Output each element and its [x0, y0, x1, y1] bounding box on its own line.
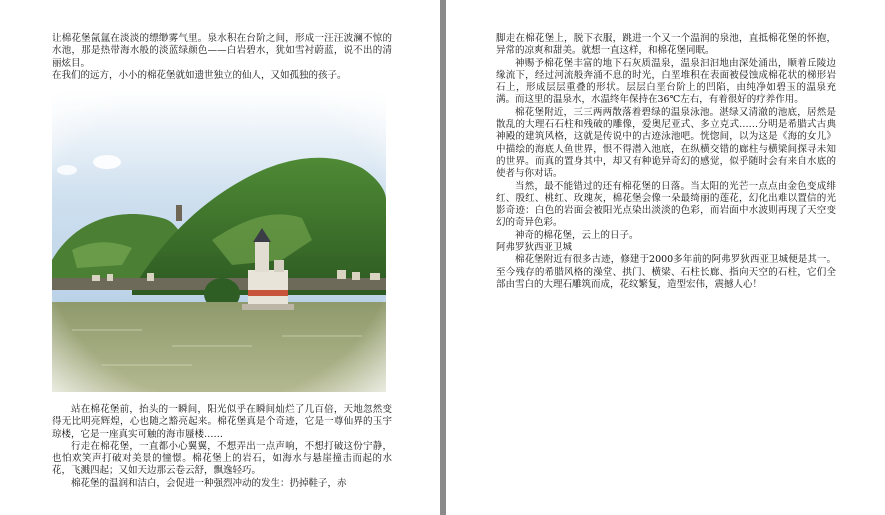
left-page-bottom-text	[52, 404, 392, 490]
right-page	[446, 0, 885, 515]
paragraph: 棉花堡的温润和洁白，会促进一种强烈冲动的发生：扔掉鞋子，赤	[71, 477, 347, 489]
paragraph: 在我们的远方，小小的棉花堡就如遗世独立的仙人，又如孤独的孩子。	[52, 69, 347, 81]
left-page-top-text	[52, 33, 392, 82]
paragraph: 站在棉花堡前，抬头的一瞬间，阳光似乎在瞬间灿烂了几百倍，天地忽然变得无比明亮辉煌，心也随之豁亮起来。棉花堡真是个奇迹，它是一尊仙界的玉宇琼楼，它是一座真实可触的海市蜃楼……	[52, 404, 392, 440]
paragraph: 神赐予棉花堡丰富的地下石灰质温泉，温泉汩汩地由深处涌出，顺着丘陵边缘流下，经过河流般奔涌不息的时光，白垩堆积在表面被侵蚀成棉花状的梯形岩石上，形成层层重叠的形状。层层白垩台阶上的凹陷，由纯净如碧玉的温泉充满。而这里的温泉水，水温终年保持在36℃左右，有着很好的疗养作用。	[496, 57, 836, 106]
section-title: 阿弗罗狄西亚卫城	[496, 242, 573, 254]
right-page-text	[496, 33, 836, 291]
left-page	[0, 0, 440, 515]
paragraph: 棉花堡附近有很多古迹，修建于2000多年前的阿弗罗狄西亚卫城便是其一。至今残存的希腊风格的澡堂、拱门、横梁、石柱长廊、指向天空的石柱，它们全部由雪白的大理石雕筑而成，花纹繁复，造型宏伟，震撼人心！	[496, 254, 836, 290]
paragraph: 让棉花堡氤氲在淡淡的缥缈雾气里。泉水积在台阶之间，形成一汪汪波澜不惊的水池，那是热带海水般的淡蓝绿颜色——白岩碧水，犹如雪衬蔚蓝，说不出的清丽炫目。	[52, 33, 392, 69]
paragraph: 脚走在棉花堡上，脱下衣服，跳进一个又一个温润的泉池，直抵棉花堡的怀抱，异常的凉爽和甜美。就想一直这样，和棉花堡同眠。	[496, 33, 836, 57]
paragraph: 棉花堡附近，三三两两散落着碧绿的温泉泳池。湛绿又清澈的池底，居然是散乱的大理石石柱和残破的雕像，爱奥尼亚式、多立克式……分明是希腊式古典神殿的建筑风格，这就是传说中的古迹泳池吧。恍惚间，以为这是《海的女儿》中描绘的海底人鱼世界，恨不得潜入池底，在纵横交错的廊柱与横梁间探寻未知的世界。而真的置身其中，却又有种诡异奇幻的感觉，似乎随时会有来自水底的使者与你对话。	[496, 106, 836, 180]
paragraph: 行走在棉花堡，一直都小心翼翼，不想弄出一点声响，不想打破这份宁静，也怕欢笑声打破对美景的憧憬。棉花堡上的岩石，如海水与悬崖撞击而起的水花，飞溅四起；又如天边那云卷云舒，飘逸轻巧。	[52, 440, 392, 477]
paragraph: 神奇的棉花堡，云上的日子。	[515, 229, 639, 241]
river-castle-photo	[52, 90, 386, 392]
paragraph: 当然，最不能错过的还有棉花堡的日落。当太阳的光芒一点点由金色变成绯红、殷红、桃红、玫瑰灰，棉花堡会像一朵最绮丽的莲花，幻化出难以置信的光影奇迹：白色的岩面会被阳光点染出淡淡的色彩，而岩面中水波则再现了天空变幻的奇异色彩。	[496, 180, 836, 229]
